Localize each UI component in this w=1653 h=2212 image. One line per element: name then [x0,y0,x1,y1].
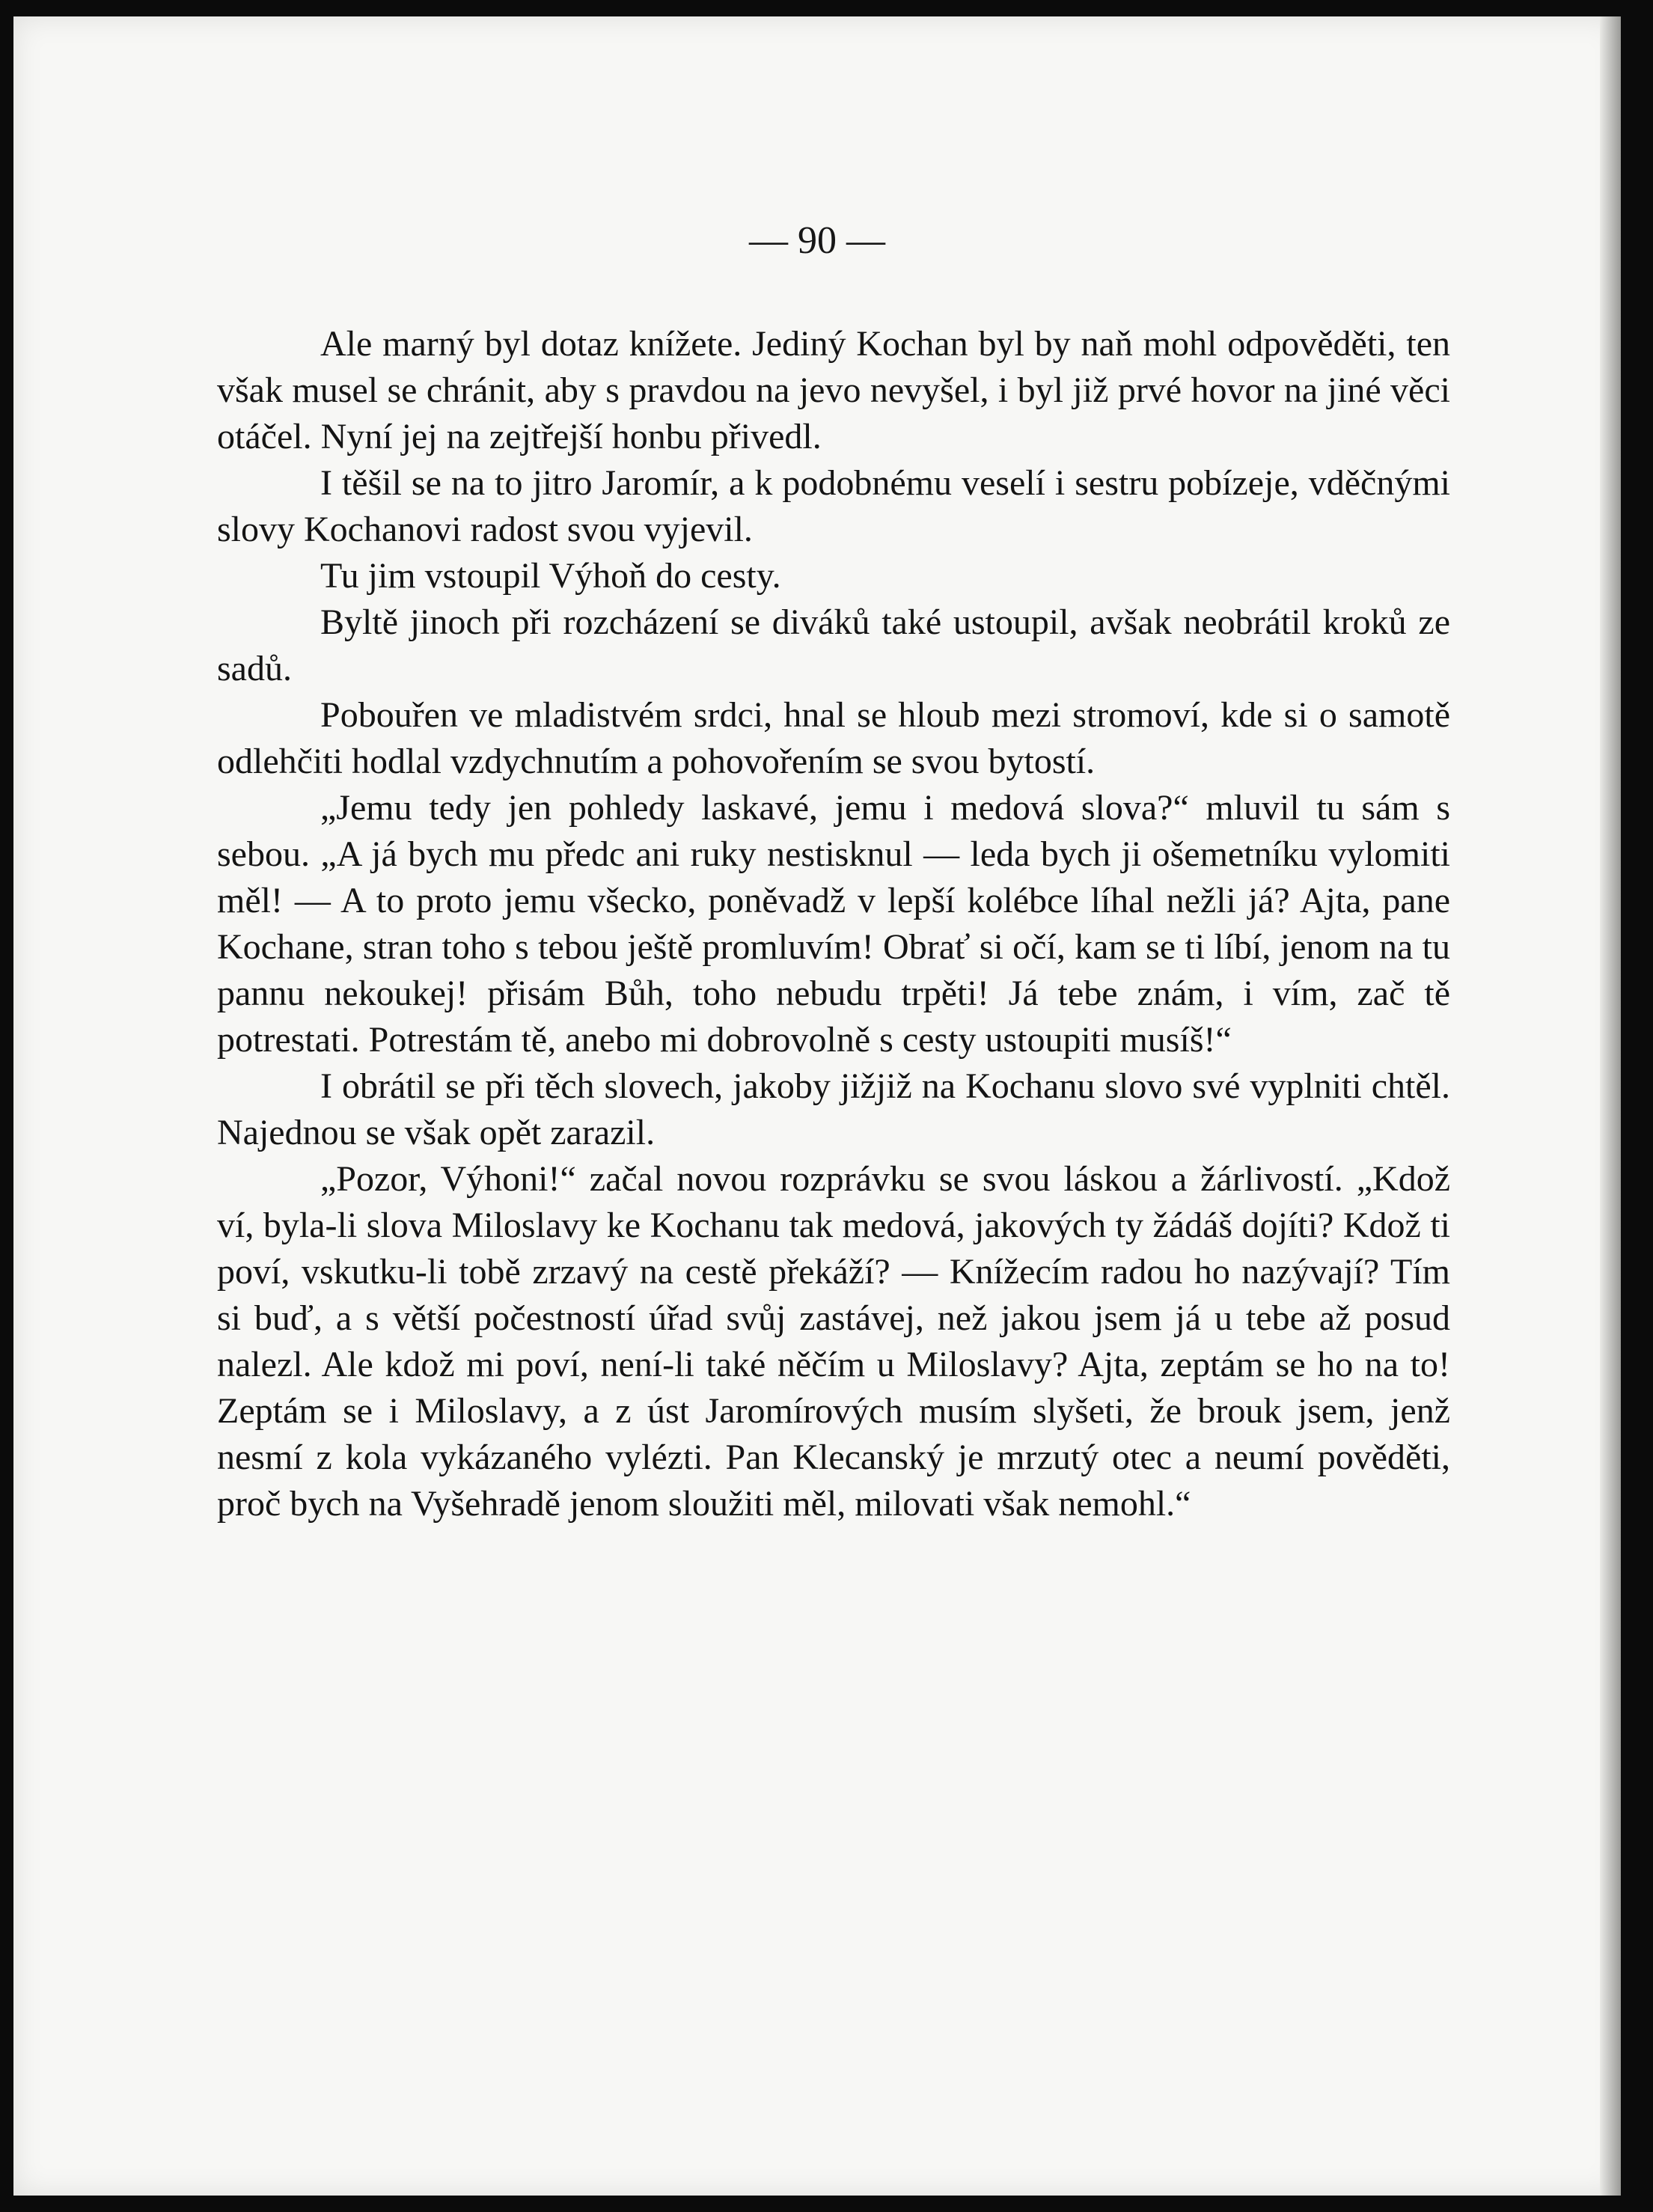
paragraph: „Jemu tedy jen pohledy laskavé, jemu i medová slova?“ mluvil tu sám s sebou. „A já bych mu předc ani ruky nestisknul — leda bych ji ošemetníku vylomiti měl! — A to proto jemu všecko, poněvadž v lepší kolébce líhal nežli já? Ajta, pane Kochane, stran toho s tebou ještě promluvím! Obrať si očí, kam se ti líbí, jenom na tu pannu nekoukej! přisám Bůh, toho nebudu trpěti! Já tebe znám, i vím, zač tě potrestati. Potrestám tě, anebo mi dobrovolně s cesty ustoupiti musíš!“ [217,788,1450,1060]
paragraph: Pobouřen ve mladistvém srdci, hnal se hloub mezi stromoví, kde si o samotě odlehčiti hodlal vzdychnutím a pohovořením se svou bytostí. [217,695,1450,781]
body-text [217,321,1450,1527]
paragraph: I těšil se na to jitro Jaromír, a k podobnému veselí i sestru pobízeje, vděčnými slovy Kochanovi radost svou vyjevil. [217,463,1450,549]
page-edge-shadow [1600,16,1621,2196]
paragraph: „Pozor, Výhoni!“ začal novou rozprávku se svou láskou a žárlivostí. „Kdož ví, byla-li slova Miloslavy ke Kochanu tak medová, jakových ty žádáš dojíti? Kdož ti poví, vskutku-li tobě zrzavý na cestě překáží? — Knížecím radou ho nazývají? Tím si buď, a s větší počestností úřad svůj zastávej, než jakou jsem já u tebe až posud nalezl. Ale kdož mi poví, není-li také něčím u Miloslavy? Ajta, zeptám se ho na to! Zeptám se i Miloslavy, a z úst Jaromírových musím slyšeti, že brouk jsem, jenž nesmí z kola vykázaného vylézti. Pan Klecanský je mrzutý otec a neumí pověděti, proč bych na Vyšehradě jenom sloužiti měl, milovati však nemohl.“ [217,1159,1450,1524]
book-page [13,16,1621,2196]
paragraph: Tu jim vstoupil Výhoň do cesty. [320,556,781,596]
paragraph: I obrátil se při těch slovech, jakoby jižjiž na Kochanu slovo své vyplniti chtěl. Najednou se však opět zarazil. [217,1066,1450,1152]
page-number: — 90 — [749,219,885,262]
paragraph: Byltě jinoch při rozcházení se diváků také ustoupil, avšak neobrátil kroků ze sadů. [217,602,1450,688]
paragraph: Ale marný byl dotaz knížete. Jediný Kochan byl by naň mohl odpověděti, ten však musel se chránit, aby s pravdou na jevo nevyšel, i byl již prvé hovor na jiné věci otáčel. Nyní jej na zejtřejší honbu přivedl. [217,324,1450,456]
